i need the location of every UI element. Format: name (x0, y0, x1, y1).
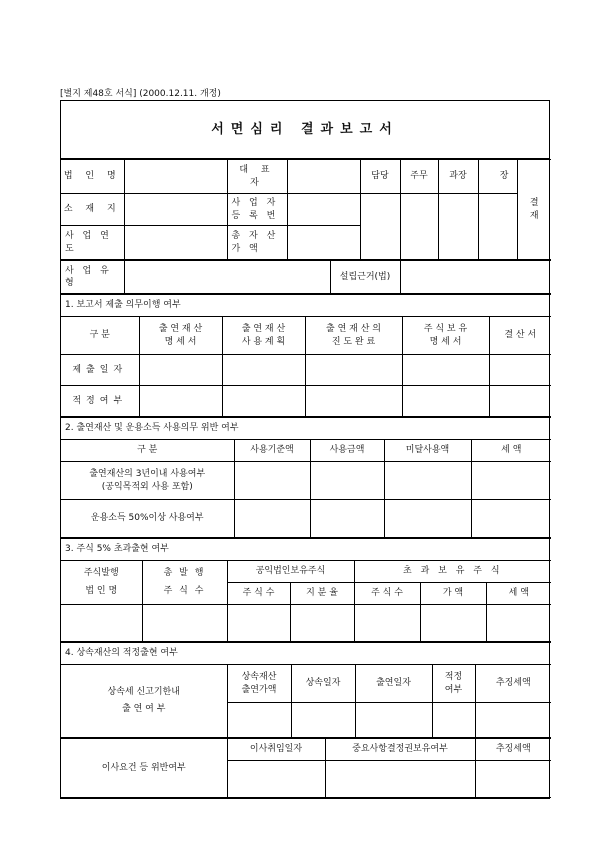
s3-cell[interactable] (290, 605, 354, 642)
s4-header-inheritance-date: 상속일자 (291, 665, 355, 703)
s2-cell[interactable] (384, 500, 471, 538)
s1-row-submit-date: 제출일자 (61, 355, 139, 386)
section1-table (61, 294, 551, 417)
business-type-table (61, 260, 551, 294)
s1-header-usage-plan: 출 연 재 산 사 용 계 획 (222, 317, 305, 355)
s4-row-inheritance-label: 상속세 신고기한내 출 연 여 부 (61, 665, 227, 738)
corp-name-field[interactable] (124, 160, 227, 194)
s1-cell[interactable] (222, 355, 305, 386)
s4-header-adequacy: 적정 여부 (432, 665, 475, 703)
form-number-note: [별지 제48호 서식] (2000.12.11. 개정) (60, 89, 221, 99)
s2-cell[interactable] (310, 462, 384, 500)
approval-section-chief: 과장 (438, 160, 478, 194)
s1-cell[interactable] (222, 386, 305, 417)
s1-row-adequacy: 적정여부 (61, 386, 139, 417)
s4-header-contribution-value: 상속재산 출연가액 (227, 665, 291, 703)
s4-cell[interactable] (227, 703, 291, 738)
approval-sign-in-charge[interactable] (360, 194, 400, 260)
s1-cell[interactable] (489, 355, 551, 386)
s4-cell[interactable] (291, 703, 355, 738)
approval-sign-director[interactable] (478, 194, 517, 260)
s4-row-director-label: 이사요건 등 위반여부 (61, 739, 227, 798)
business-type-label: 사 업 유 형 (61, 261, 124, 294)
biz-reg-no-label: 사 업 자 등 록 번 (227, 194, 287, 226)
s2-row-income-usage: 운용소득 50%이상 사용여부 (61, 500, 234, 538)
approval-director: 장 (478, 160, 517, 194)
business-year-field[interactable] (124, 226, 227, 260)
s3-sub-tax: 세 액 (486, 583, 551, 605)
section4-director-table (61, 738, 551, 798)
business-type-field[interactable] (124, 261, 330, 294)
section4-table (61, 642, 551, 738)
approval-officer: 주무 (400, 160, 438, 194)
section3-table (61, 538, 551, 642)
s2-header-tax: 세 액 (471, 440, 551, 462)
address-label: 소 재 지 (61, 194, 124, 226)
s1-cell[interactable] (402, 355, 489, 386)
s1-header-stock-statement: 주 식 보 유 명 세 서 (402, 317, 489, 355)
corp-name-label: 법 인 명 (61, 160, 124, 194)
s4-cell[interactable] (355, 703, 432, 738)
establishment-basis-label: 설립근거(법) (330, 261, 400, 294)
s3-cell[interactable] (486, 605, 551, 642)
address-field[interactable] (124, 194, 227, 226)
s1-cell[interactable] (305, 386, 402, 417)
s3-cell[interactable] (420, 605, 486, 642)
s1-cell[interactable] (402, 386, 489, 417)
s3-header-public-held: 공익법인보유주식 (227, 561, 354, 583)
basic-info-table (61, 159, 551, 260)
s4-cell[interactable] (325, 761, 475, 798)
total-assets-field[interactable] (287, 226, 360, 260)
s2-row-3year-usage: 출연재산의 3년이내 사용여부 (공익목적외 사용 포함) (61, 462, 234, 500)
s4-header-additional-tax: 추징세액 (475, 665, 551, 703)
s2-header-shortfall: 미달사용액 (384, 440, 471, 462)
s3-header-total-issued: 총 발 행 주 식 수 (142, 561, 227, 605)
s4-cell[interactable] (227, 761, 325, 798)
s1-header-settlement: 결 산 서 (489, 317, 551, 355)
s3-cell[interactable] (354, 605, 420, 642)
s4-cell[interactable] (475, 761, 551, 798)
s2-header-base-amount: 사용기준액 (234, 440, 310, 462)
s4-header-decision-right: 중요사항결정권보유여부 (325, 739, 475, 761)
s1-cell[interactable] (305, 355, 402, 386)
s3-sub-ratio: 지 분 율 (290, 583, 354, 605)
s1-header-progress: 출 연 재 산 의 진 도 완 료 (305, 317, 402, 355)
s1-header-asset-statement: 출 연 재 산 명 세 서 (139, 317, 222, 355)
section4-heading: 4. 상속재산의 적정출현 여부 (61, 643, 551, 665)
s4-header-contribution-date: 출연일자 (355, 665, 432, 703)
total-assets-label: 총 자 산 가 액 (227, 226, 287, 260)
section1-heading: 1. 보고서 제출 의무이행 여부 (61, 295, 551, 317)
s3-sub-shares-1: 주 식 수 (227, 583, 290, 605)
s1-cell[interactable] (139, 355, 222, 386)
s4-cell[interactable] (475, 703, 551, 738)
title-table (61, 101, 549, 159)
s1-header-category: 구 분 (61, 317, 139, 355)
establishment-basis-field[interactable] (400, 261, 551, 294)
s3-cell[interactable] (142, 605, 227, 642)
section2-table (61, 417, 551, 538)
s2-cell[interactable] (234, 462, 310, 500)
s4-cell[interactable] (432, 703, 475, 738)
s2-header-used-amount: 사용금액 (310, 440, 384, 462)
biz-reg-no-field[interactable] (287, 194, 360, 226)
form-title: 서면심리 결과보고서 (61, 101, 549, 159)
s3-sub-value: 가 액 (420, 583, 486, 605)
approval-sign-section-chief[interactable] (438, 194, 478, 260)
s3-sub-shares-2: 주 식 수 (354, 583, 420, 605)
report-form (60, 100, 550, 799)
s1-cell[interactable] (139, 386, 222, 417)
representative-label: 대 표 자 (227, 160, 287, 194)
s4-header-additional-tax-2: 추징세액 (475, 739, 551, 761)
s2-cell[interactable] (384, 462, 471, 500)
s2-cell[interactable] (471, 500, 551, 538)
approval-in-charge: 담당 (360, 160, 400, 194)
s3-header-issuer: 주식발행 법 인 명 (61, 561, 142, 605)
representative-field[interactable] (287, 160, 360, 194)
business-year-label: 사 업 연 도 (61, 226, 124, 260)
s3-header-excess-held: 초 과 보 유 주 식 (354, 561, 551, 583)
s2-cell[interactable] (234, 500, 310, 538)
s3-cell[interactable] (61, 605, 142, 642)
approval-sign-officer[interactable] (400, 194, 438, 260)
section3-heading: 3. 주식 5% 초과출현 여부 (61, 539, 551, 561)
section2-heading: 2. 출연재산 및 운용소득 사용의무 위반 여부 (61, 418, 551, 440)
s2-header-category: 구 분 (61, 440, 234, 462)
s2-cell[interactable] (310, 500, 384, 538)
s3-cell[interactable] (227, 605, 290, 642)
s4-header-director-date: 이사취임일자 (227, 739, 325, 761)
s2-cell[interactable] (471, 462, 551, 500)
approval-label: 결 재 (517, 160, 551, 260)
s1-cell[interactable] (489, 386, 551, 417)
